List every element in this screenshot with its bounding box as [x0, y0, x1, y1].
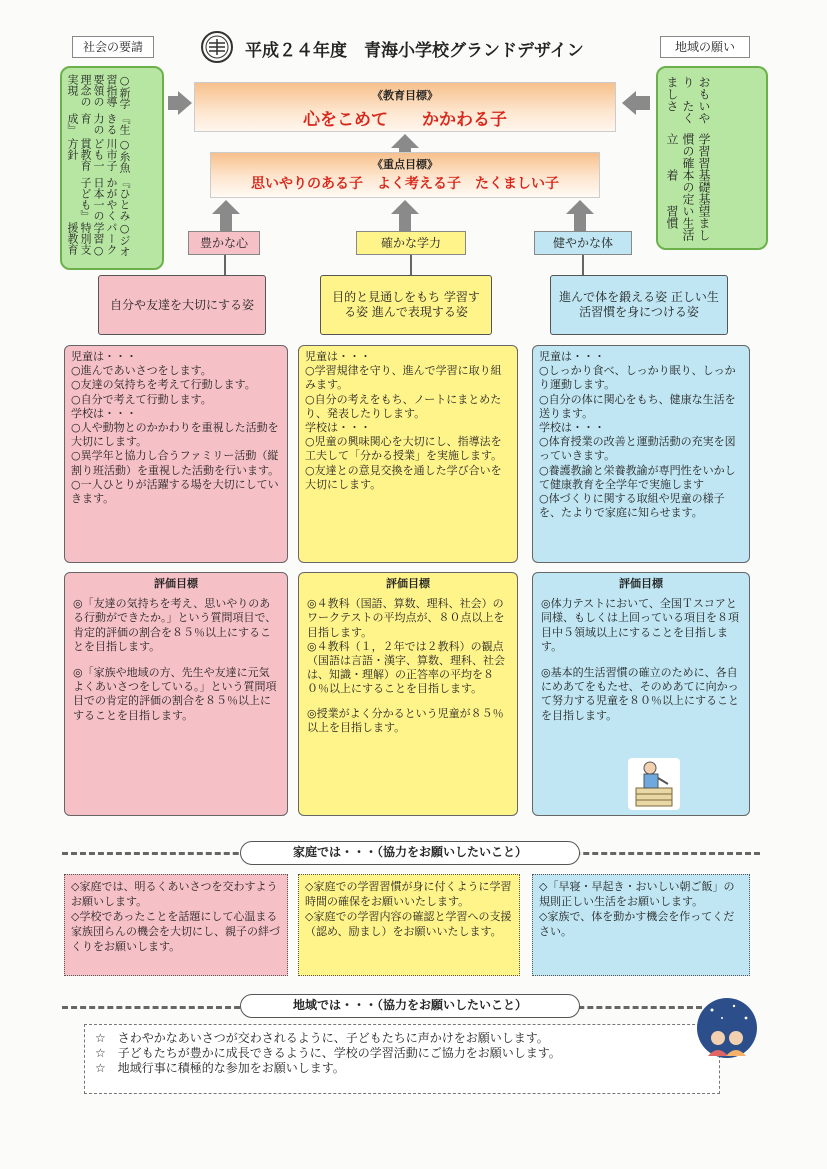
arrow-up-icon: [566, 200, 594, 214]
connector-line: [410, 255, 412, 275]
arrow-right-icon: [168, 96, 178, 110]
society-box: [60, 66, 164, 270]
eval-title: 評価目標: [619, 577, 663, 590]
school-emblem-icon: [200, 30, 234, 64]
list-line: ○しっかり食べ、しっかり眠り、しっかり運動します。: [539, 364, 736, 392]
arrow-left-icon: [636, 96, 650, 110]
community-section-title: 地域では・・・（協力をお願いしたいこと）: [240, 994, 580, 1018]
eval-item: ◎４教科（１，２年では２教科）の観点（国語は言語・漢字、算数、理科、社会は、知識・理解）の正答率の平均を８０％以上にすることを目指します。: [307, 639, 505, 696]
pillar-label-learning: 確かな学力: [356, 231, 466, 255]
connector-line: [582, 255, 584, 275]
home-line: ◇「早寝・早起き・おいしい朝ご飯」の規則正しい生活をお願いします。: [539, 880, 735, 908]
list-line: ○自分で考えて行動します。: [71, 392, 212, 406]
home-box-learning: [298, 874, 520, 976]
pillar-label-body: 健やかな体: [534, 231, 632, 255]
connector-line: [224, 255, 226, 275]
arrow-left-head-icon: [622, 91, 636, 115]
home-box-body: [532, 874, 750, 976]
region-item: おもいやり たくましさ: [665, 76, 711, 124]
region-tag: 地域の願い: [660, 36, 750, 58]
society-item: 『生きる力の育成』: [66, 113, 131, 136]
figure-box-heart: 自分や友達を大切にする姿: [98, 275, 266, 335]
home-section-title: 家庭では・・・（協力をお願いしたいこと）: [240, 841, 580, 865]
home-line: ◇家庭では、明るくあいさつを交わすようお願いします。: [71, 880, 278, 908]
children-stargazing-illustration: [694, 996, 760, 1060]
region-item: 基礎基本の定着: [665, 168, 711, 205]
list-box-body: [532, 345, 750, 563]
list-line: ○学習規律を守り、進んで学習に取り組みます。: [305, 364, 502, 392]
home-line: ◇家庭での学習内容の確認と学習への支援（認め、励まし）をお願いいたします。: [305, 910, 512, 938]
list-line: ○自分の考えをもち、ノートにまとめたり、発表したりします。: [305, 392, 502, 420]
education-goal-text: 心をこめて かかわる子: [303, 110, 507, 130]
list-line: 学校は・・・: [539, 421, 605, 435]
page-title: 平成２４年度 青海小学校グランドデザイン: [245, 41, 584, 61]
eval-item: ◎４教科（国語、算数、理科、社会）のワークテストの平均点が、８０点以上を目指します。: [307, 597, 505, 639]
list-line: ○児童の興味関心を大切にし、指導法を工夫して「分かる授業」を実施します。: [305, 435, 503, 463]
list-line: 学校は・・・: [71, 406, 137, 420]
community-item: ☆ 子どもたちが豊かに成長できるように、学校の学習活動にご協力をお願いします。: [95, 1046, 561, 1060]
eval-box-learning: [298, 572, 518, 816]
arrow-right-head-icon: [178, 91, 192, 115]
priority-goal-label: 《重点目標》: [372, 158, 438, 171]
community-item: ☆ さわやかなあいさつが交わされるように、子どもたちに声かけをお願いします。: [95, 1031, 549, 1045]
society-item: ○糸魚川市子ども一貫教育方針: [66, 138, 131, 174]
list-line: 児童は・・・: [71, 350, 137, 363]
arrow-up-icon: [212, 200, 240, 214]
list-line: ○異学年と協力し合うファミリー活動（縦割り班活動）を重視した活動を行います。: [71, 449, 280, 477]
child-boxing-illustration: [628, 758, 680, 810]
list-line: 学校は・・・: [305, 421, 371, 435]
home-line: ◇家庭での学習習慣が身に付くように学習時間の確保をお願いいたします。: [305, 880, 512, 908]
list-line: ○進んであいさつをします。: [71, 364, 212, 378]
list-line: ○自分の体に関心をもち、健康な生活を送ります。: [539, 392, 736, 420]
society-item: 『ひとみかがやく日本一の子ども』: [79, 177, 131, 222]
home-line: ◇学校であったことを話題にして心温まる家族団らんの機会を大切にし、親子の絆づくりをお願いします。: [71, 910, 280, 953]
eval-item: ◎「友達の気持ちを考え、思いやりのある行動ができたか。」という質問項目で、肯定的評価の割合を８５％以上にすることを目指します。: [73, 597, 277, 653]
list-line: ○友達の気持ちを考えて行動します。: [71, 378, 256, 392]
education-goal-label: 《教育目標》: [372, 89, 438, 102]
figure-box-body: 進んで体を鍛える姿 正しい生活習慣を身につける姿: [550, 275, 728, 335]
society-item: ○ジオパーク学習○特別支援教育: [66, 221, 131, 257]
priority-goal-box: [210, 152, 600, 198]
community-item: ☆ 地域行事に積極的な参加をお願いします。: [95, 1061, 345, 1075]
priority-goal-text: 思いやりのある子 よく考える子 たくましい子: [251, 176, 559, 192]
arrow-up-icon: [391, 134, 419, 148]
community-box: [84, 1024, 720, 1094]
list-box-heart: [64, 345, 288, 563]
list-line: ○体づくりに関する取組や児童の様子を、たよりで家庭に知らせます。: [539, 492, 725, 520]
eval-item: ◎体力テストにおいて、全国Ｔスコアと同様、もしくは上回っている項目を８項目中５領域以上にすることを目指します。: [541, 597, 739, 653]
list-box-learning: [298, 345, 518, 563]
society-item: ○新学習指導要領の理念の実現: [66, 74, 131, 109]
eval-item: ◎基本的生活習慣の確立のために、各自にめあてをもたせ、そのめあてに向かって努力する児童を８０％以上にすることを目指します。: [541, 666, 739, 722]
region-box: [656, 66, 768, 250]
eval-item: ◎「家族や地域の方、先生や友達に元気よくあいさつをしている。」という質問項目での肯定的評価の割合を８５％以上にすることを目指します。: [73, 666, 277, 722]
education-goal-box: [194, 82, 616, 132]
home-box-heart: [64, 874, 288, 976]
arrow-up-icon: [391, 200, 419, 214]
eval-title: 評価目標: [154, 577, 198, 590]
list-line: 児童は・・・: [305, 350, 371, 363]
list-line: ○一人ひとりが活躍する場を大切にしていきます。: [71, 477, 279, 506]
eval-box-heart: [64, 572, 288, 816]
list-line: 児童は・・・: [539, 350, 605, 363]
eval-item: ◎授業がよく分かるという児童が８５％以上を目指します。: [307, 706, 504, 734]
region-item: 学習習慣の確立: [665, 132, 711, 169]
list-line: ○友達との意見交換を通した学び合いを大切にします。: [305, 463, 502, 491]
home-line: ◇家族で、体を動かす機会を作ってください。: [539, 910, 735, 938]
list-line: ○人や動物とのかかわりを重視した活動を大切にします。: [71, 421, 279, 449]
region-item: 望ましい生活習慣: [665, 204, 711, 241]
arrow-up-stem: [399, 213, 411, 231]
list-line: ○養護教諭と栄養教諭が専門性をいかして健康教育を全学年で実施します: [539, 463, 736, 491]
society-tag: 社会の要請: [72, 36, 154, 58]
eval-title: 評価目標: [386, 577, 430, 590]
list-line: ○体育授業の改善と運動活動の充実を図っていきます。: [539, 435, 736, 463]
pillar-label-heart: 豊かな心: [188, 231, 260, 255]
arrow-up-stem: [220, 213, 232, 231]
figure-box-learning: 目的と見通しをもち 学習する姿 進んで表現する姿: [320, 275, 492, 335]
arrow-up-stem: [574, 213, 586, 231]
